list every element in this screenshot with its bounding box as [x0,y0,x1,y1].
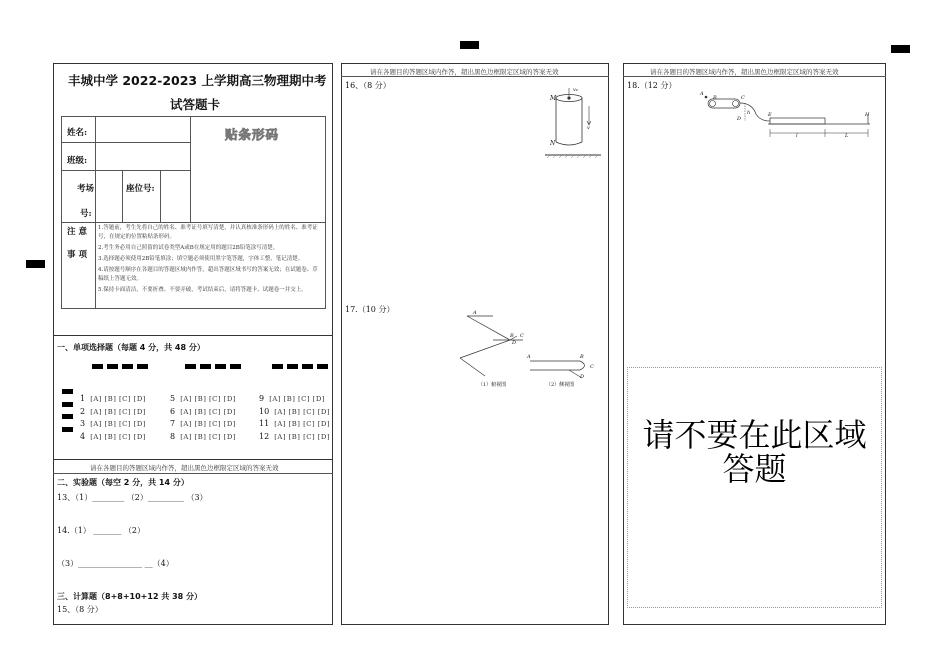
header-line [341,76,609,77]
choice-options[interactable]: [A] [B] [C] [D] [90,433,146,441]
timing-mark [107,364,118,369]
q14-answer-line[interactable]: 14.（1） _______ （2） [57,526,145,535]
row-mark [62,427,73,432]
info-row-line [61,222,326,223]
timing-mark [92,364,103,369]
q17-figure [455,310,600,392]
label-L18: L [845,133,849,139]
choice-options[interactable]: [A] [B] [C] [D] [90,420,146,428]
block-A [705,96,708,99]
timing-mark [287,364,298,369]
row-mark [62,389,73,394]
q17-caption-1: （1）俯视图 [478,382,507,388]
label-C17b: C [590,364,594,370]
q14b-answer-line[interactable]: （3）________________ __（4） [57,559,174,568]
boundary-notice-col3: 请在各题目的答题区域内作答，超出黑色边框限定区域的答案无效 [650,68,839,76]
name-field[interactable] [96,117,189,141]
exam-room-field[interactable] [96,171,121,221]
q17-label: 17.（10 分） [345,305,395,314]
q18-figure [700,92,875,140]
label-h18: h [747,110,751,116]
boundary-notice-col2: 请在各题目的答题区域内作答，超出黑色边框限定区域的答案无效 [370,68,559,76]
exam-title: 丰城中学 2022-2023 上学期高三物理期中考 [68,73,327,88]
position-mark-top-center [460,41,479,49]
label-E18: E [768,112,772,118]
question-number: 11 [259,419,270,428]
choice-q12[interactable] [259,424,330,443]
label-D17: D [512,340,517,346]
section-divider [53,459,333,460]
notice-label-2: 事 项 [67,250,87,260]
choice-options[interactable]: [A] [B] [C] [D] [90,408,146,416]
choice-options[interactable]: [A] [B] [C] [D] [180,420,236,428]
label-B17b: B [580,354,584,360]
no-answer-zone [627,367,882,608]
label-v: v [587,125,590,131]
choice-options[interactable]: [A] [B] [C] [D] [90,395,146,403]
choice-q4[interactable] [80,424,146,443]
section2-title: 二、实验题（每空 2 分，共 14 分） [57,478,189,487]
notice-item: 5.保持卡面清洁，不要折叠、不要弄破，考试结束后，请将答题卡、试题卷一并交上。 [98,287,307,293]
choice-options[interactable]: [A] [B] [C] [D] [269,395,325,403]
question-number: 5 [170,394,176,403]
label-N: N [550,140,556,147]
label-B17: B [510,333,514,339]
exam-title-line2: 试答题卡 [170,97,221,112]
pulley-left [710,101,716,107]
info-col-line [122,170,123,222]
q16-label: 16、（8 分） [345,81,391,90]
section-divider [53,335,333,336]
label-M: M [550,95,557,102]
notice-list [98,224,322,295]
choice-options[interactable]: [A] [B] [C] [D] [274,408,331,416]
label-l18: l [796,133,798,139]
board [770,118,825,124]
section-divider [53,473,333,474]
position-mark-top-right [891,45,910,53]
notice-item: 3.选择题必须使用2B铅笔填涂；填空题必须使用黑字笔答题，字体工整，笔记清楚。 [98,256,304,262]
label-D18: D [737,116,742,122]
pulley-right [733,101,739,107]
rail-upper [467,316,510,340]
label-A17b: A [527,354,531,360]
seat-field[interactable] [161,171,189,221]
question-number: 2 [80,407,86,416]
question-number: 9 [259,394,265,403]
side-curve [580,361,585,370]
choice-options[interactable]: [A] [B] [C] [D] [180,395,236,403]
answer-header-marks [92,364,332,370]
label-A18: A [700,91,704,97]
row-mark [62,414,73,419]
question-number: 10 [259,407,270,416]
boundary-notice: 请在各题目的答题区域内作答，超出黑色边框限定区域的答案无效 [90,464,279,472]
q13-answer-line[interactable]: 13、（1）________ （2）_________ （3） [57,493,208,502]
notice-item: 4.请按题号顺序在各题目的答题区域内作答，超出答题区域书写的答案无效；在试题卷、草稿纸上答题无效。 [98,267,318,282]
choice-q8[interactable] [170,424,236,443]
support-line [460,358,485,376]
question-number: 7 [170,419,176,428]
section1-title: 一、单项选择题（每题 4 分，共 48 分） [57,343,205,352]
row-mark [62,402,73,407]
cylinder-bottom [556,142,582,145]
q17-caption-2: （2）侧视图 [546,382,575,388]
timing-mark [137,364,148,369]
label-D17b: D [580,374,585,380]
exam-room-label: 考场 [77,184,95,194]
timing-mark [215,364,226,369]
q15-label: 15、（8 分） [57,605,103,614]
question-number: 6 [170,407,176,416]
header-line [623,76,886,77]
label-A17: A [473,310,477,316]
label-C17: C [520,333,524,339]
section3-title: 三、计算题（8+8+10+12 共 38 分） [57,592,202,601]
label-H18: H [865,112,870,118]
curved-track [740,103,770,121]
label-v0: v₀ [573,87,578,93]
notice-label: 注 意 [67,227,87,237]
class-label: 班级: [67,156,88,166]
no-answer-text: 请不要在此区域答题 [642,416,867,488]
timing-mark [122,364,133,369]
position-mark-left [26,260,45,268]
class-field[interactable] [96,143,189,169]
label-C18: C [741,95,745,101]
question-number: 3 [80,419,86,428]
timing-mark [230,364,241,369]
question-number: 12 [259,432,270,441]
question-number: 1 [80,394,86,403]
exam-room-label-2: 号: [80,209,92,219]
barcode-area [225,124,295,142]
timing-mark [272,364,283,369]
label-B18: B [713,95,717,101]
choice-options[interactable]: [A] [B] [C] [D] [274,420,331,428]
rail-lower [460,340,510,358]
notice-item: 1.答题前，考生先将自己的姓名、准考证号填写清楚，并认真核准条形码上的姓名、准考证号，在规定的位置粘贴条形码。 [98,225,318,240]
timing-mark [200,364,211,369]
question-number: 8 [170,432,176,441]
barcode-placeholder-text: 贴条形码 [225,127,280,142]
timing-mark [185,364,196,369]
seat-label: 座位号: [126,184,155,194]
info-divider [190,116,191,222]
choice-options[interactable]: [A] [B] [C] [D] [180,433,236,441]
name-label: 姓名: [67,128,88,138]
choice-options[interactable]: [A] [B] [C] [D] [274,433,331,441]
ball [567,96,570,99]
question-number: 4 [80,432,86,441]
q18-label: 18.（12 分） [627,81,677,90]
notice-item: 2.考生务必用自己照留的试卷类型A或B在规定用的题目2B铅笔涂写清楚。 [98,245,279,251]
notice-col-line [95,222,96,309]
timing-mark [317,364,328,369]
choice-options[interactable]: [A] [B] [C] [D] [180,408,236,416]
timing-mark [302,364,313,369]
